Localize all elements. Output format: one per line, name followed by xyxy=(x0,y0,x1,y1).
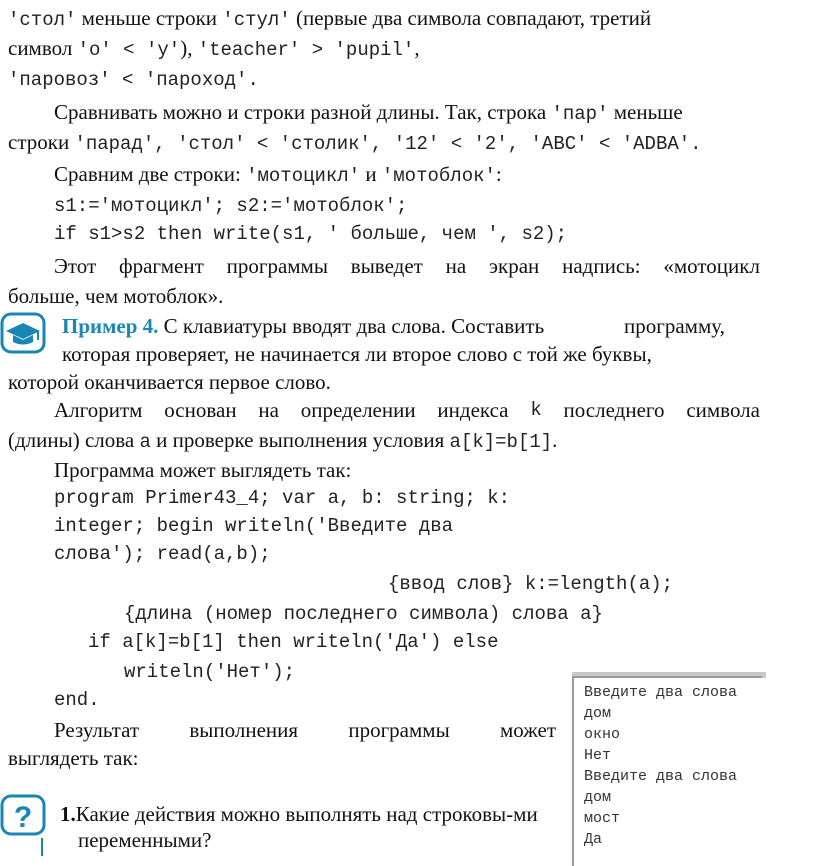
text-fragment: и проверке выполнения условия xyxy=(150,428,450,452)
text-line: Программа может выглядеть так: xyxy=(54,458,352,482)
text-line xyxy=(8,428,557,454)
code-line: {ввод слов} k:=length(a); xyxy=(388,573,674,595)
text-fragment: меньше строки xyxy=(76,6,223,30)
text-fragment: , xyxy=(414,36,420,60)
console-line: Нет xyxy=(584,747,612,764)
code-literal: 'парад', 'стол' < 'столик', '12' < '2', 'ABC' < 'ADBA'. xyxy=(74,133,702,155)
word: последнего xyxy=(563,398,665,422)
code-line: if a[k]=b[1] then writeln('Да') else xyxy=(88,631,499,653)
text-line-justified xyxy=(54,254,760,278)
code-literal: 'пар' xyxy=(551,103,609,125)
console-line: Да xyxy=(584,831,603,848)
text-fragment: программу, xyxy=(624,314,725,338)
text-line: выглядеть так: xyxy=(8,746,139,770)
text-line xyxy=(54,162,502,188)
text-line-justified xyxy=(54,718,556,742)
word: экран xyxy=(489,254,540,278)
word: выполнения xyxy=(189,718,299,742)
text-line-justified xyxy=(54,398,760,422)
text-line xyxy=(8,36,420,62)
text-fragment: Какие действия можно выполнять над строковы-ми xyxy=(75,802,538,826)
word: на xyxy=(258,398,279,422)
text-line: которой оканчивается первое слово. xyxy=(8,370,331,394)
code-line: end. xyxy=(54,689,100,711)
code-literal: 'мотоцикл' xyxy=(246,165,361,187)
text-line: больше, чем мотоблок». xyxy=(8,284,224,308)
code-literal: k xyxy=(530,399,542,421)
text-fragment: и xyxy=(360,162,382,186)
question-number: 1. xyxy=(60,802,76,826)
question-line xyxy=(60,802,538,826)
word: Этот xyxy=(54,254,97,278)
code-line: writeln('Нет'); xyxy=(124,661,296,683)
word: основан xyxy=(164,398,237,422)
text-fragment: символ xyxy=(8,36,78,60)
word: определении xyxy=(300,398,416,422)
text-line xyxy=(8,6,651,32)
text-fragment: . xyxy=(552,428,558,452)
text-fragment: Сравнивать можно и строки разной длины. Так, строка xyxy=(54,100,552,124)
console-output xyxy=(572,676,762,866)
text-line: которая проверяет, не начинается ли второе слово с той же буквы, xyxy=(62,342,652,366)
text-fragment: (длины) слова xyxy=(8,428,140,452)
example-title: Пример 4. xyxy=(62,314,159,338)
code-line: слова'); read(a,b); xyxy=(54,543,271,565)
code-literal-line: 'паровоз' < 'пароход'. xyxy=(8,69,259,91)
word: надпись: xyxy=(562,254,641,278)
word: выведет xyxy=(350,254,423,278)
console-line: Введите два слова xyxy=(584,768,738,785)
text-fragment: (первые два символа совпадают, третий xyxy=(290,6,652,30)
text-fragment: меньше xyxy=(608,100,683,124)
code-line: {длина (номер последнего символа) слова a} xyxy=(124,603,603,625)
text-fragment: С клавиатуры вводят два слова. Составить xyxy=(158,314,545,338)
console-line: Введите два слова xyxy=(584,684,738,701)
code-literal: a xyxy=(139,431,151,453)
code-line: integer; begin writeln('Введите два xyxy=(54,515,454,537)
word: «мотоцикл xyxy=(663,254,760,278)
code-line: program Primer43_4; var a, b: string; k: xyxy=(54,487,511,509)
word: Результат xyxy=(54,718,140,742)
text-fragment: строки xyxy=(8,130,75,154)
console-line: окно xyxy=(584,726,621,743)
svg-text:?: ? xyxy=(13,801,33,834)
console-line: мост xyxy=(584,810,621,827)
console-line: дом xyxy=(584,705,612,722)
code-line: if s1>s2 then write(s1, ' больше, чем ', s2); xyxy=(54,223,568,245)
code-literal: 'стул' xyxy=(222,9,291,31)
text-line xyxy=(54,100,683,126)
example-line xyxy=(62,314,544,338)
question-mark-icon xyxy=(0,794,46,856)
text-fragment: Сравним две строки: xyxy=(54,162,247,186)
word: может xyxy=(500,718,556,742)
graduation-cap-icon xyxy=(0,312,46,354)
text-line xyxy=(8,130,702,156)
code-literal: 'мотоблок' xyxy=(381,165,496,187)
code-line: s1:='мотоцикл'; s2:='мотоблок'; xyxy=(54,195,408,217)
text-fragment: ), xyxy=(180,36,198,60)
console-line: дом xyxy=(584,789,612,806)
code-literal: 'стол' xyxy=(8,9,77,31)
text-line: переменными? xyxy=(78,828,212,852)
code-literal: 'о' < 'у' xyxy=(77,39,181,61)
word: на xyxy=(445,254,467,278)
code-literal: 'teacher' > 'pupil' xyxy=(197,39,415,61)
word: Алгоритм xyxy=(54,398,143,422)
word: индекса xyxy=(437,398,509,422)
word: фрагмент xyxy=(118,254,204,278)
word: программы xyxy=(348,718,450,742)
word: символа xyxy=(686,398,760,422)
code-literal: a[k]=b[1] xyxy=(449,431,553,453)
word: программы xyxy=(226,254,328,278)
text-fragment: : xyxy=(495,162,502,186)
